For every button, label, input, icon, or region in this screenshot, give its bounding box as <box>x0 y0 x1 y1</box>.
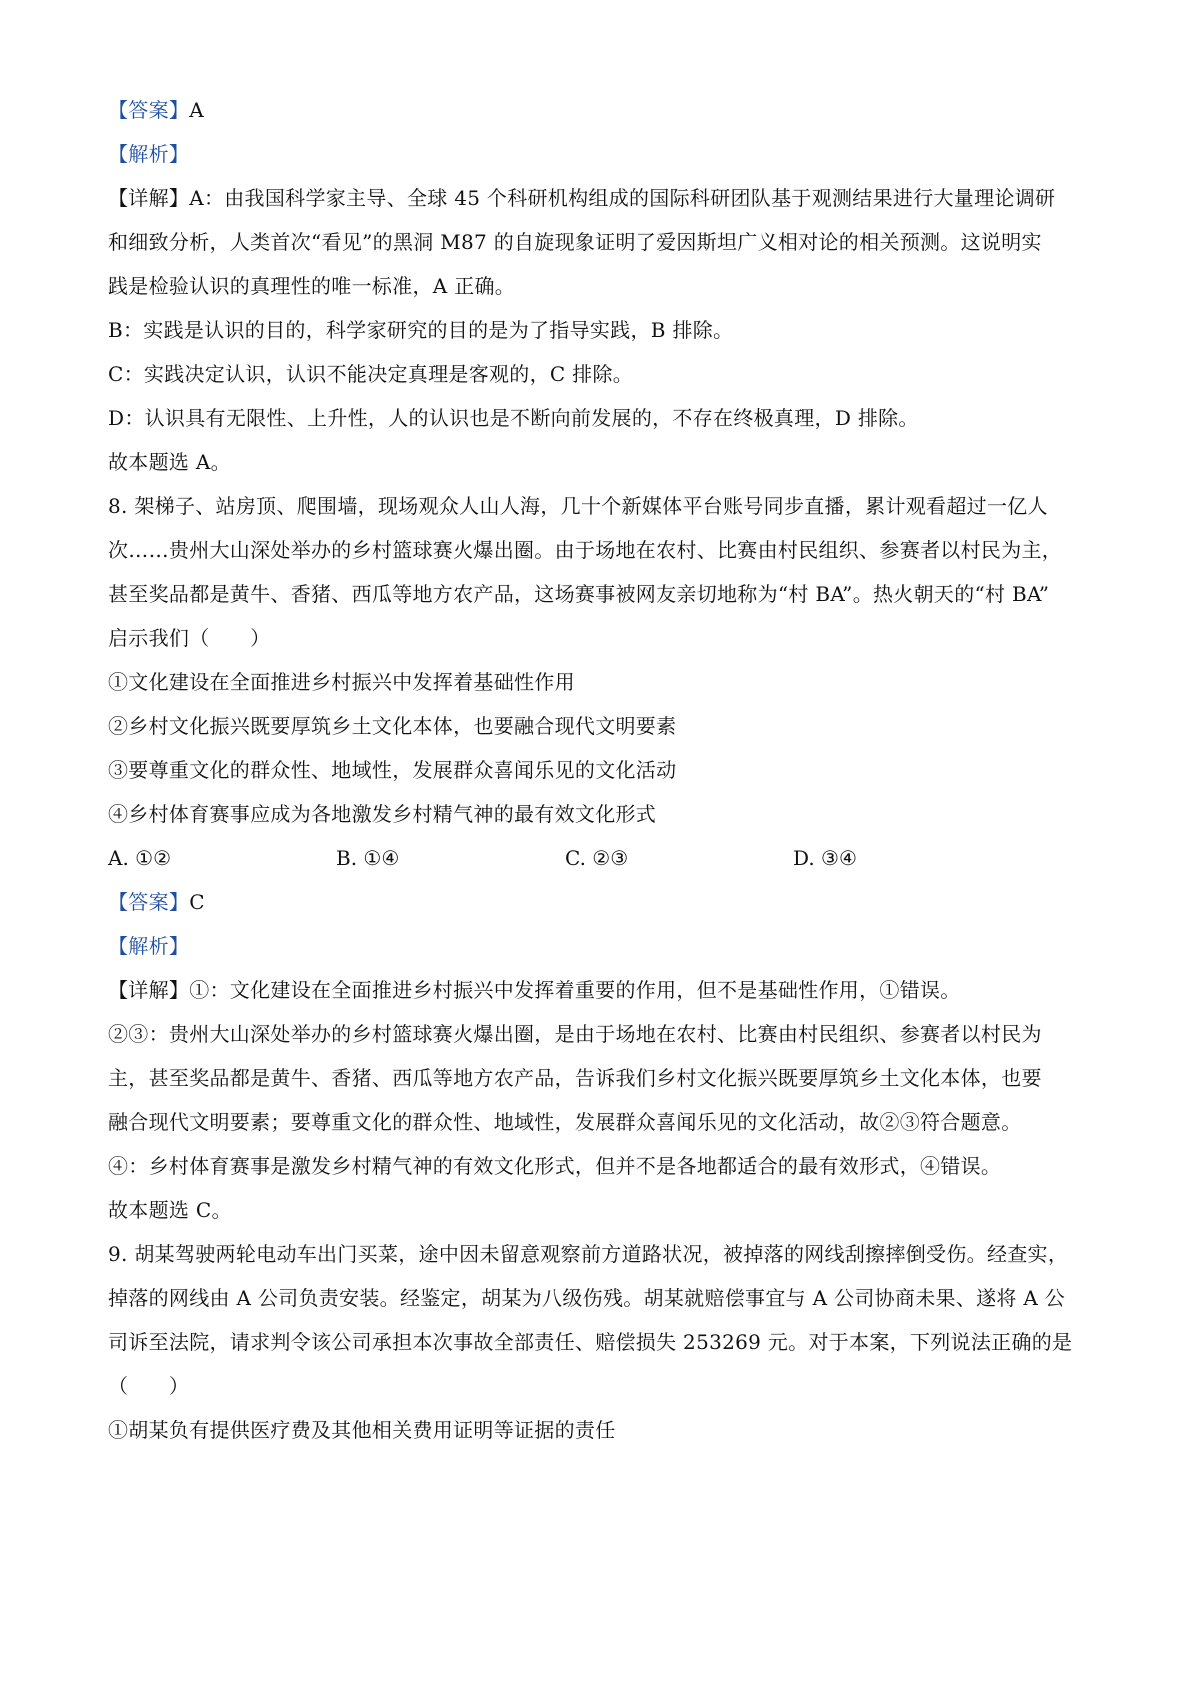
q8-item-4: ④乡村体育赛事应成为各地激发乡村精气神的最有效文化形式 <box>108 802 657 826</box>
q7-detail-line-2: 和细致分析，人类首次“看见”的黑洞 M87 的自旋现象证明了爱因斯坦广义相对论的相关预测。这说明实 <box>108 230 1042 254</box>
q9-stem-line-2: 掉落的网线由 A 公司负责安装。经鉴定，胡某为八级伤残。胡某就赔偿事宜与 A 公司协商未果、遂将 A 公 <box>108 1286 1066 1310</box>
q8-item-1: ①文化建设在全面推进乡村振兴中发挥着基础性作用 <box>108 670 575 694</box>
q8-option-b: B. ①④ <box>336 846 400 870</box>
q8-option-c: C. ②③ <box>565 846 629 870</box>
answer-tag: 【答案】 <box>108 890 190 914</box>
q9-item-1: ①胡某负有提供医疗费及其他相关费用证明等证据的责任 <box>108 1418 616 1442</box>
q8-detail-line-2: ②③：贵州大山深处举办的乡村篮球赛火爆出圈，是由于场地在农村、比赛由村民组织、参赛者以村民为 <box>108 1022 1042 1046</box>
q8-item-2: ②乡村文化振兴既要厚筑乡土文化本体，也要融合现代文明要素 <box>108 714 677 738</box>
q9-stem-line-4: （ ） <box>108 1374 190 1398</box>
detail-text: A：由我国科学家主导、全球 45 个科研机构组成的国际科研团队基于观测结果进行大量理论调研 <box>189 186 1056 210</box>
q7-detail-line-5: C：实践决定认识，认识不能决定真理是客观的，C 排除。 <box>108 362 634 386</box>
answer-value: A <box>189 98 204 122</box>
answer-tag: 【答案】 <box>108 98 190 122</box>
q7-detail-line-1 <box>108 184 1055 212</box>
analysis-tag: 【解析】 <box>108 142 190 166</box>
q8-analysis-line <box>108 932 189 960</box>
q8-detail-line-3: 主，甚至奖品都是黄牛、香猪、西瓜等地方农产品，告诉我们乡村文化振兴既要厚筑乡土文化本体，也要 <box>108 1066 1042 1090</box>
q8-detail-line-4: 融合现代文明要素；要尊重文化的群众性、地域性，发展群众喜闻乐见的文化活动，故②③符合题意。 <box>108 1110 1022 1134</box>
q7-detail-line-4: B：实践是认识的目的，科学家研究的目的是为了指导实践，B 排除。 <box>108 318 734 342</box>
q8-item-3: ③要尊重文化的群众性、地域性，发展群众喜闻乐见的文化活动 <box>108 758 677 782</box>
q7-detail-line-3: 践是检验认识的真理性的唯一标准，A 正确。 <box>108 274 516 298</box>
q8-detail-line-1 <box>108 976 961 1004</box>
q8-stem-line-3: 甚至奖品都是黄牛、香猪、西瓜等地方农产品，这场赛事被网友亲切地称为“村 BA”。热火朝天的“村 BA” <box>108 582 1050 606</box>
q9-stem-line-3: 司诉至法院，请求判令该公司承担本次事故全部责任、赔偿损失 253269 元。对于本案，下列说法正确的是 <box>108 1330 1073 1354</box>
detail-tag: 【详解】 <box>108 978 190 1002</box>
q9-stem-line-1: 9. 胡某驾驶两轮电动车出门买菜，途中因未留意观察前方道路状况，被掉落的网线刮擦摔倒受伤。经查实， <box>108 1242 1069 1266</box>
q8-answer-line <box>108 888 205 916</box>
q8-stem-line-4: 启示我们（ ） <box>108 626 271 650</box>
q8-detail-line-5: ④：乡村体育赛事是激发乡村精气神的有效文化形式，但并不是各地都适合的最有效形式，④错误。 <box>108 1154 1002 1178</box>
q7-detail-line-6: D：认识具有无限性、上升性，人的认识也是不断向前发展的，不存在终极真理，D 排除。 <box>108 406 919 430</box>
q8-option-a: A. ①② <box>108 846 172 870</box>
analysis-tag: 【解析】 <box>108 934 190 958</box>
q7-analysis-line <box>108 140 189 168</box>
q8-conclusion: 故本题选 C。 <box>108 1198 232 1222</box>
detail-text: ①：文化建设在全面推进乡村振兴中发挥着重要的作用，但不是基础性作用，①错误。 <box>189 978 961 1002</box>
answer-value: C <box>189 890 205 914</box>
q8-stem-line-2: 次……贵州大山深处举办的乡村篮球赛火爆出圈。由于场地在农村、比赛由村民组织、参赛者以村民为主， <box>108 538 1063 562</box>
q8-option-d: D. ③④ <box>793 846 857 870</box>
q7-conclusion: 故本题选 A。 <box>108 450 231 474</box>
detail-tag: 【详解】 <box>108 186 190 210</box>
q8-stem-line-1: 8. 架梯子、站房顶、爬围墙，现场观众人山人海，几十个新媒体平台账号同步直播，累计观看超过一亿人 <box>108 494 1048 518</box>
q7-answer-line <box>108 96 204 124</box>
